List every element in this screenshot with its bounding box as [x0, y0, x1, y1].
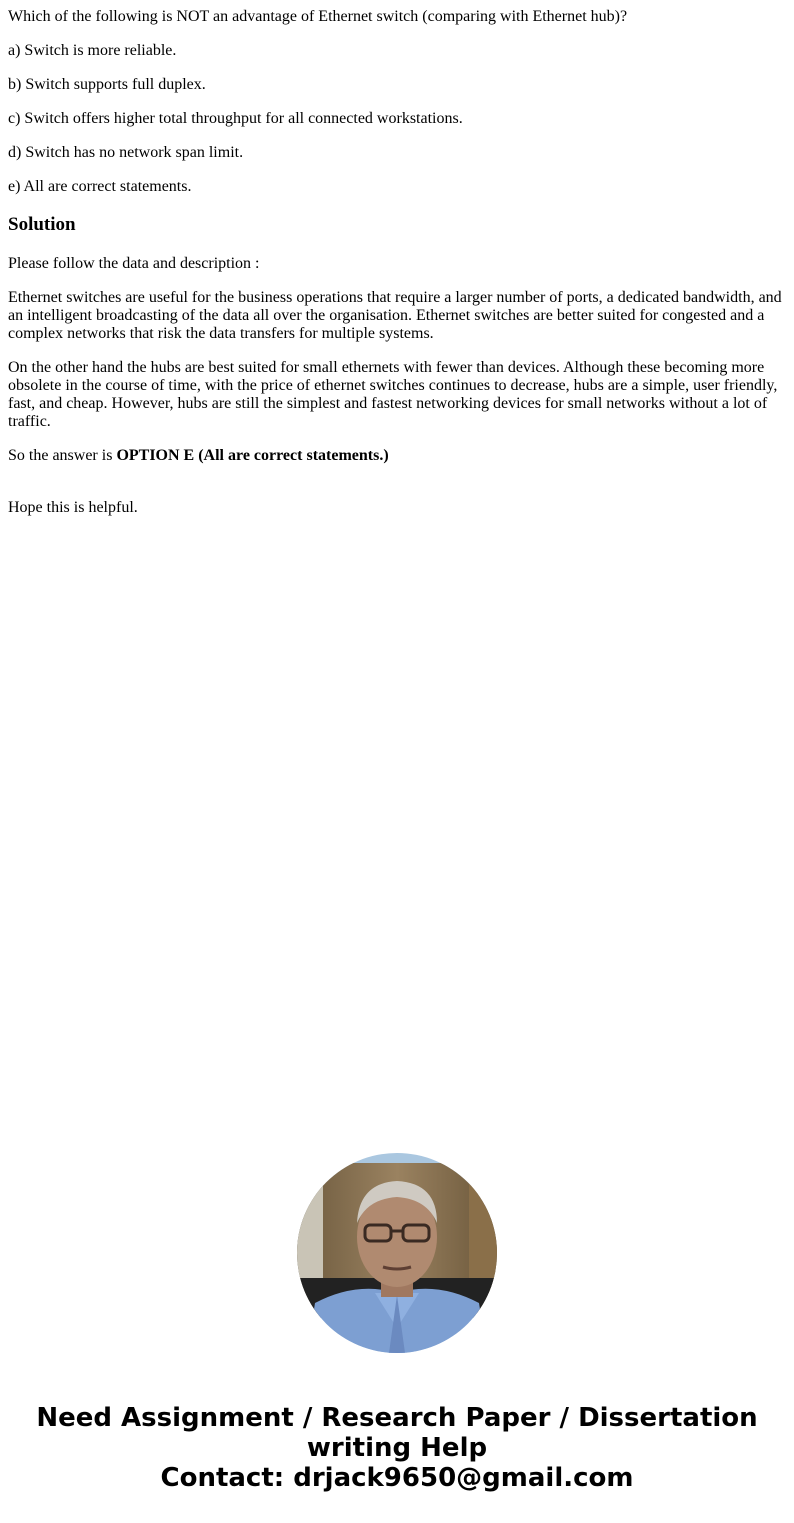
option-b: b) Switch supports full duplex. — [8, 76, 206, 93]
option-c: c) Switch offers higher total throughput for all connected workstations. — [8, 110, 463, 127]
solution-heading: Solution — [8, 214, 76, 235]
answer-bold: OPTION E (All are correct statements.) — [116, 447, 389, 464]
document-body — [8, 8, 786, 533]
footer-banner — [0, 1403, 794, 1493]
footer-banner-line-1: Need Assignment / Research Paper / Dissertation — [36, 1403, 758, 1433]
solution-paragraph-1: Ethernet switches are useful for the business operations that require a larger number of ports, a dedicated bandwidth, and an intelligent broadcasting of the data all over the organisation. Ethernet switches are better suited for congested and a complex networks that risk the data transfers for multiple systems. — [8, 289, 782, 342]
option-e: e) All are correct statements. — [8, 178, 192, 195]
person-portrait-icon — [297, 1153, 497, 1353]
question-prompt: Which of the following is NOT an advantage of Ethernet switch (comparing with Ethernet hub)? — [8, 8, 628, 25]
avatar — [297, 1153, 497, 1353]
answer-line — [8, 447, 786, 465]
answer-prefix: So the answer is — [8, 447, 117, 464]
footer-banner-line-2: writing Help — [306, 1433, 488, 1463]
option-d: d) Switch has no network span limit. — [8, 144, 244, 161]
footer-contact: Contact: drjack9650@gmail.com — [160, 1463, 634, 1493]
closing-line: Hope this is helpful. — [8, 499, 138, 516]
option-a: a) Switch is more reliable. — [8, 42, 177, 59]
solution-intro: Please follow the data and description : — [8, 255, 260, 272]
solution-paragraph-2: On the other hand the hubs are best suited for small ethernets with fewer than devices. Although these becoming more obsolete in the course of time, with the price of ethernet switches continues to decrease, hubs are a simple, user friendly, fast, and cheap. However, hubs are still the simplest and fastest networking devices for small networks without a lot of traffic. — [8, 359, 778, 430]
